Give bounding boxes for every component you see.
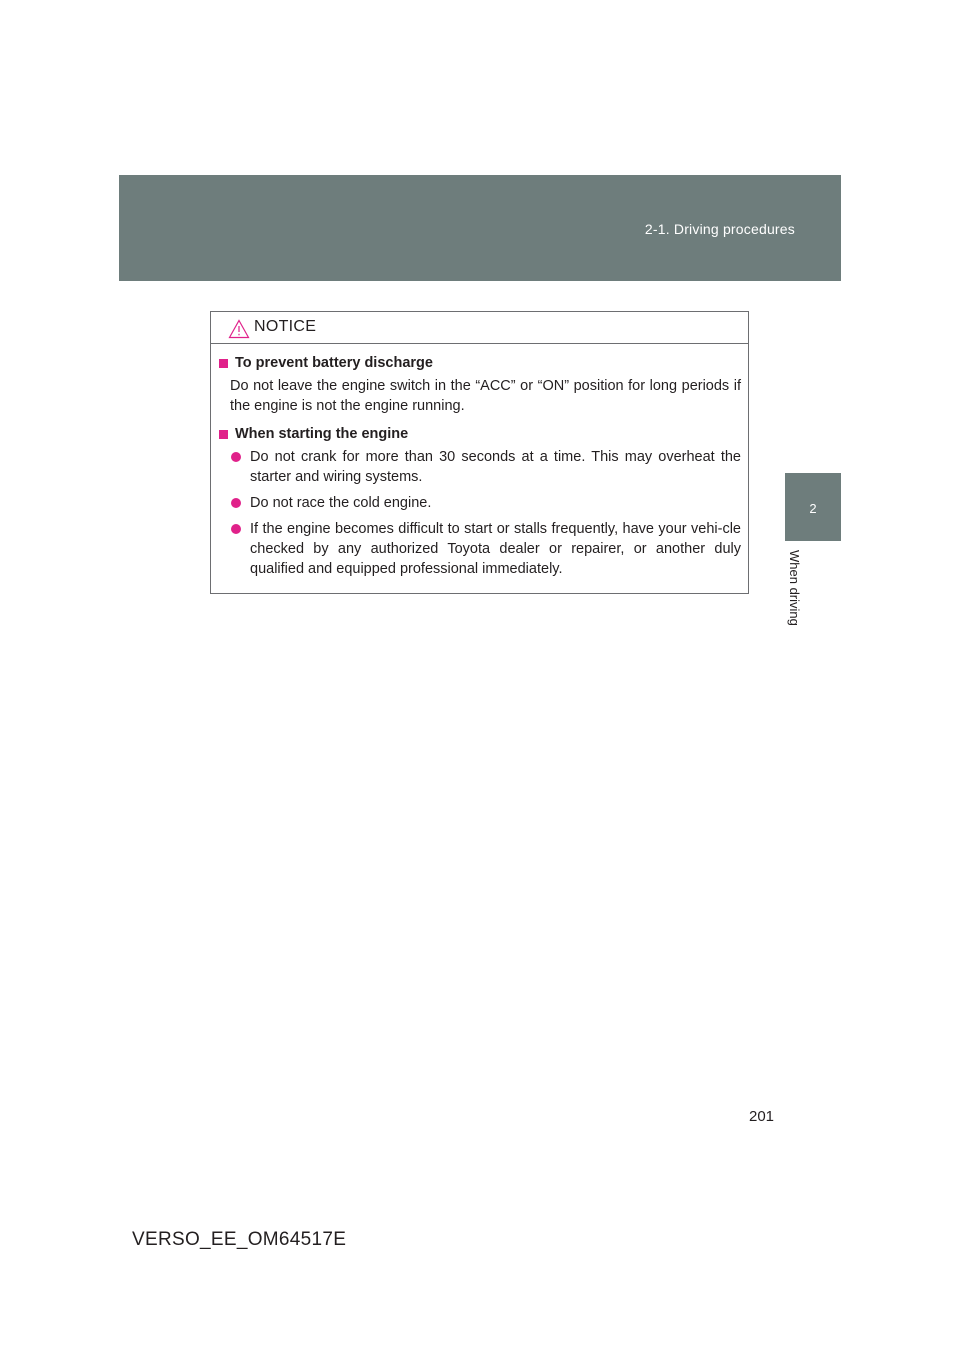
round-bullet-icon: [231, 452, 241, 462]
notice-body: [211, 344, 748, 579]
header-band: [119, 175, 841, 281]
notice-box: [210, 311, 749, 594]
warning-triangle-icon: [228, 319, 250, 339]
square-bullet-icon: [219, 430, 228, 439]
section-heading-text: To prevent battery discharge: [235, 355, 433, 371]
chapter-tab: [785, 473, 841, 541]
chapter-number: 2: [809, 501, 817, 516]
notice-label: NOTICE: [254, 318, 317, 335]
square-bullet-icon: [219, 359, 228, 368]
page-number: 201: [749, 1108, 775, 1125]
section-paragraph: Do not leave the engine switch in the “ACC” or “ON” position for long periods if the engine is not the engine running.: [230, 378, 741, 414]
list-item: [250, 493, 741, 513]
section-heading-text: When starting the engine: [235, 426, 409, 442]
list-item: [250, 447, 741, 487]
section-heading: [219, 353, 741, 373]
chapter-label: When driving: [787, 550, 802, 626]
list-item-text: Do not race the cold engine.: [250, 495, 432, 511]
list-item: [250, 519, 741, 579]
round-bullet-icon: [231, 524, 241, 534]
section-title: 2-1. Driving procedures: [644, 221, 795, 237]
list-item-text: Do not crank for more than 30 seconds at a time. This may overheat the starter and wiring systems.: [250, 449, 741, 485]
notice-header: [211, 312, 748, 344]
document-code: VERSO_EE_OM64517E: [132, 1229, 347, 1250]
round-bullet-icon: [231, 498, 241, 508]
section-heading: [219, 424, 741, 444]
list-item-text: If the engine becomes difficult to start or stalls frequently, have your vehi-cle checked by any authorized Toyota dealer or repairer, or another duly qualified and equipped professional immediately.: [250, 521, 741, 577]
